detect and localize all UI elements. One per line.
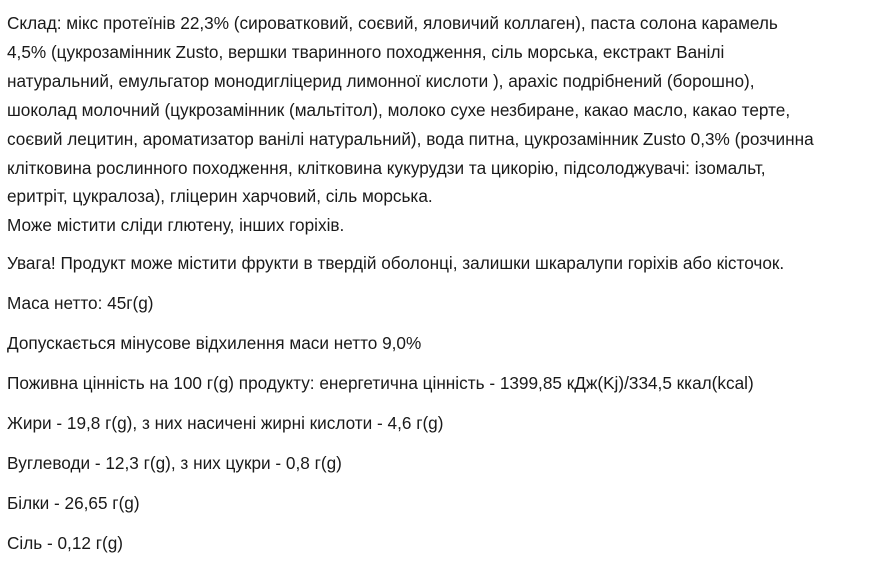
composition-line: шоколад молочний (цукрозамінник (мальтітол), молоко сухе незбиране, какао масло, какао терте, — [7, 99, 791, 120]
fats-text: Жири - 19,8 г(g), з них насичені жирні кислоти - 4,6 г(g) — [7, 413, 444, 434]
product-label-text — [7, 9, 869, 555]
composition-paragraph — [7, 9, 869, 240]
mass-deviation-text: Допускається мінусове відхилення маси нетто 9,0% — [7, 333, 422, 354]
composition-line: соєвий лецитин, ароматизатор ванілі натуральний), вода питна, цукрозамінник Zusto 0,3% (розчинна — [7, 128, 814, 149]
allergen-note: Може містити сліди глютену, інших горіхів. — [7, 215, 345, 236]
composition-line: натуральний, емульгатор монодигліцерид лимонної кислоти ), арахіс подрібнений (борошно), — [7, 70, 755, 91]
carbohydrates-text: Вуглеводи - 12,3 г(g), з них цукри - 0,8 г(g) — [7, 453, 342, 474]
composition-line: клітковина рослинного походження, клітковина кукурудзи та цикорію, підсолоджувачі: ізомальт, — [7, 157, 766, 178]
warning-text: Увага! Продукт може містити фрукти в твердій оболонці, залишки шкаралупи горіхів або кісточок. — [7, 253, 785, 274]
composition-line: 4,5% (цукрозамінник Zusto, вершки тваринного походження, сіль морська, екстракт Ванілі — [7, 41, 725, 62]
net-mass-text: Маса нетто: 45г(g) — [7, 293, 154, 314]
nutrition-value-text: Поживна цінність на 100 г(g) продукту: енергетична цінність - 1399,85 кДж(Kj)/334,5 ккал(kcal) — [7, 373, 754, 394]
protein-text: Білки - 26,65 г(g) — [7, 493, 140, 514]
composition-line: еритріт, цукралоза), гліцерин харчовий, сіль морська. — [7, 186, 433, 207]
salt-text: Сіль - 0,12 г(g) — [7, 533, 123, 554]
composition-line: Склад: мікс протеїнів 22,3% (сироватковий, соєвий, яловичий коллаген), паста солона карамель — [7, 13, 778, 33]
